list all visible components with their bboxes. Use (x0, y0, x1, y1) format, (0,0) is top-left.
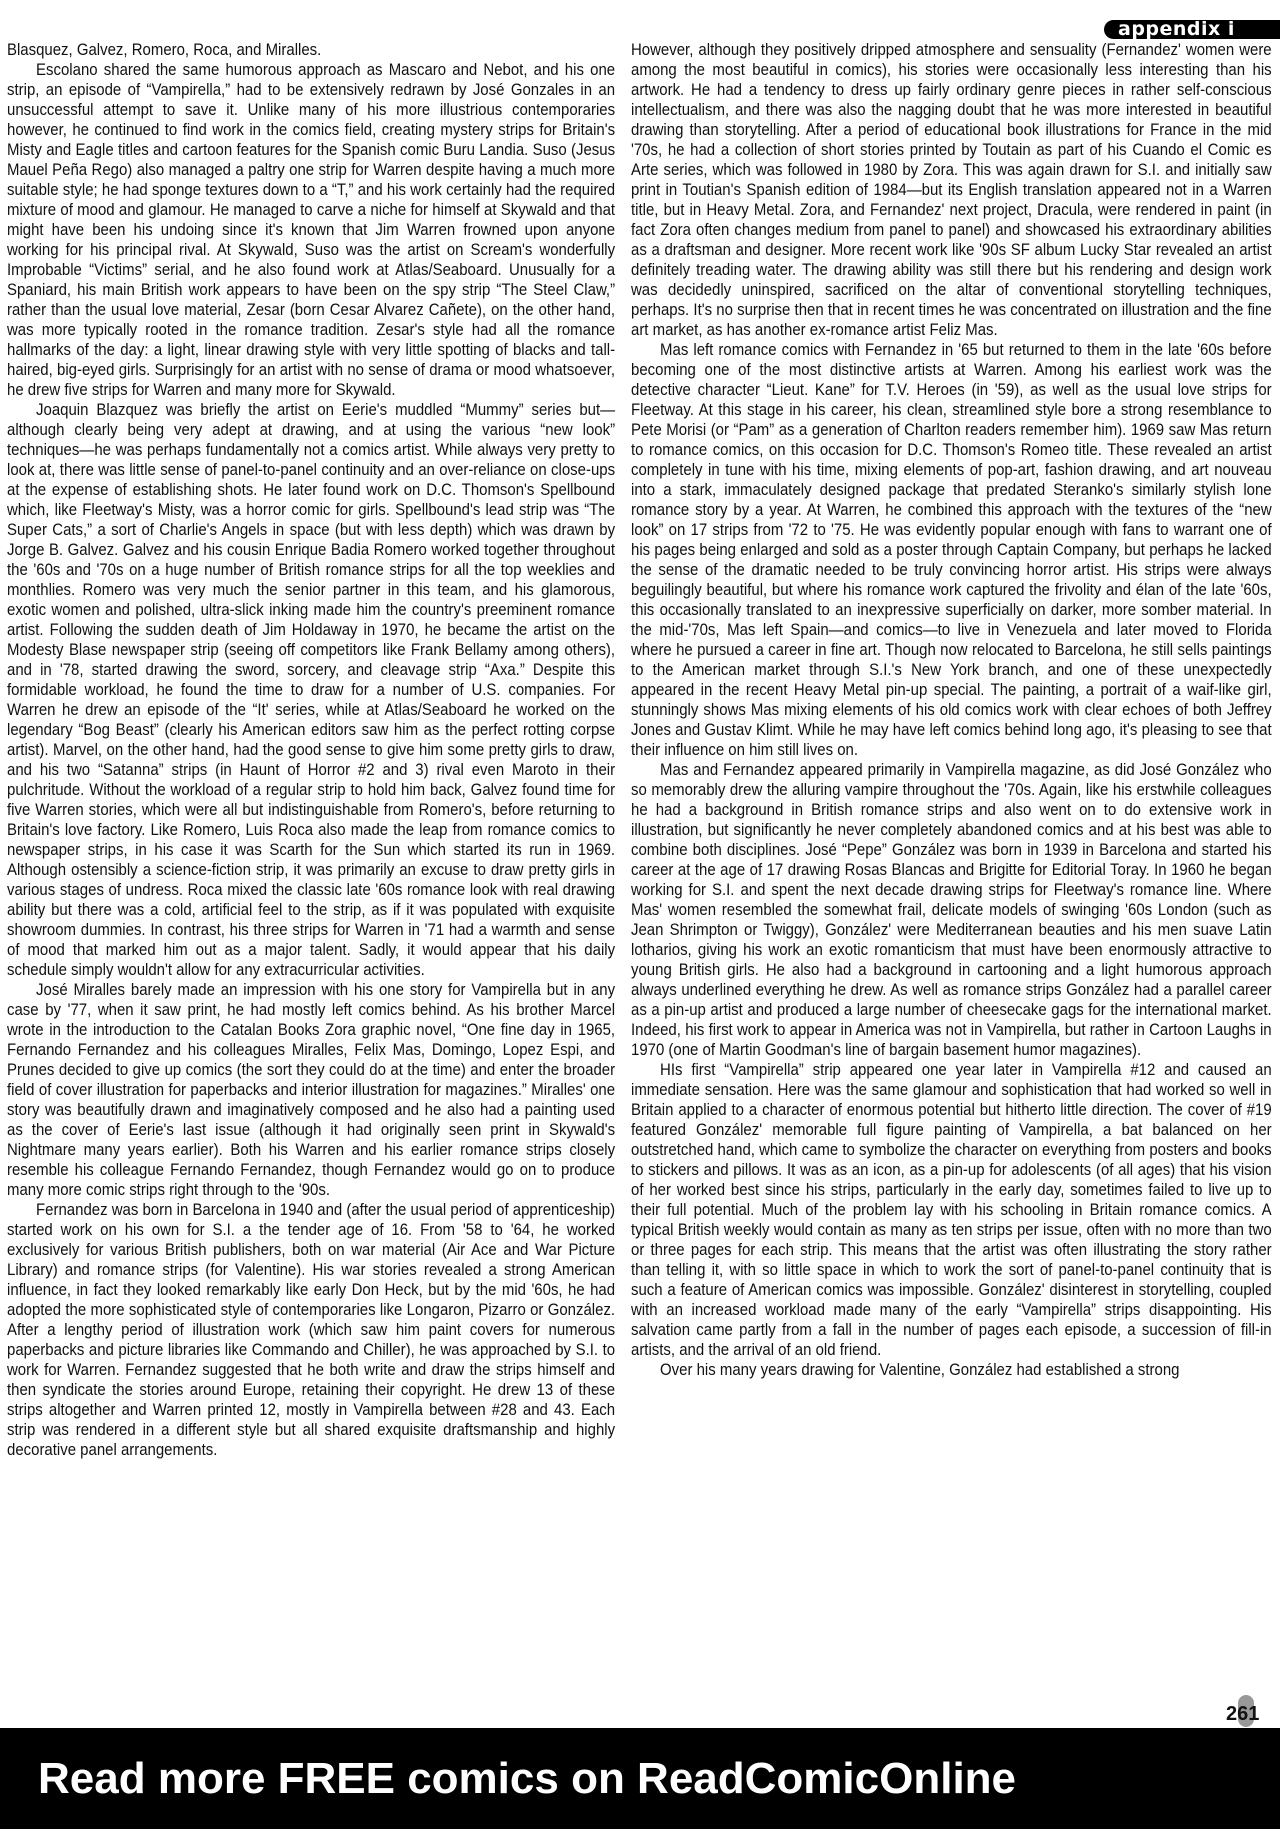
page-number-text: 261 (1226, 1703, 1260, 1725)
paragraph: Joaquin Blazquez was briefly the artist on Eerie's muddled “Mummy” series but—although clearly being very adept at drawing, and at using the various “new look” techniques—he was perhaps fundamentally not a comics artist. While always very pretty to look at, there was little sense of panel-to-panel continuity and an over-reliance on close-ups at the expense of establishing shots. He later found work on D.C. Thomson's Spellbound which, like Fleetway's Misty, was a horror comic for girls. Spellbound's lead strip was “The Super Cats,” a sort of Charlie's Angels in space (but with less depth) which was drawn by Jorge B. Galvez. Galvez and his cousin Enrique Badia Romero worked together throughout the '60s and '70s on a huge number of British romance strips for all the top weeklies and monthlies. Romero was very much the senior partner in this team, and his glamorous, exotic women and polished, ultra-slick inking made him the country's preeminent romance artist. Following the sudden death of Jim Holdaway in 1970, he became the artist on the Modesty Blase newspaper strip (seeing off competitors like Frank Bellamy among others), and in '78, started drawing the sword, sorcery, and cleavage strip “Axa.” Despite this formidable workload, he found the time to draw for a number of U.S. companies. For Warren he drew an episode of the “It' series, while at Atlas/Seaboard he worked on the legendary “Bog Beast” (clearly his American editors saw him as the perfect rotting corpse artist). Marvel, on the other hand, had the good sense to give him some pretty girls to draw, and his two “Satanna” strips (in Haunt of Horror #2 and 3) rival even Maroto in their pulchritude. Without the workload of a regular strip to hold him back, Galvez found time for five Warren stories, which were all but indistinguishable from Romero's, before returning to Britain's love factory. Like Romero, Luis Roca also made the leap from romance comics to newspaper strips, in his case it was Scarth for the Sun which started its run in 1969. Although ostensibly a science-fiction strip, it was primarily an excuse to draw pretty girls in various stages of undress. Roca mixed the classic late '60s romance look with real drawing ability but there was a cold, artificial feel to the strip, as if it was populated with exquisite showroom dummies. In contrast, his three strips for Warren in '71 had a warmth and sense of mood that marked him out as a major talent. Sadly, it would appear that his daily schedule simply wouldn't allow for any extracurricular activities. (7, 400, 616, 979)
paragraph: José Miralles barely made an impression with his one story for Vampirella but in any case by '77, when it saw print, he had mostly left comics behind. As his brother Marcel wrote in the introduction to the Catalan Books Zora graphic novel, “One fine day in 1965, Fernando Fernandez and his colleagues Miralles, Felix Mas, Domingo, Lopez Espi, and Prunes decided to give up comics (the sort they could do at the time) and enter the broader field of cover illustration for paperbacks and interior illustration for magazines.” Miralles' one story was beautifully drawn and imaginatively composed and he also had a painting used as the cover of Eerie's last issue (although it had originally seen print in Skywald's Nightmare many years earlier). Both his Warren and his earlier romance strips closely resemble his colleague Fernando Fernandez, though Fernandez would go on to produce many more comic strips right through to the '90s. (7, 980, 616, 1199)
left-text-column (7, 40, 615, 1460)
right-text-column (631, 40, 1272, 1380)
page-number (1226, 1703, 1266, 1727)
paragraph: HIs first “Vampirella” strip appeared one year later in Vampirella #12 and caused an immediate sensation. Here was the same glamour and sophistication that had worked so well in Britain applied to a character of enormous potential but hitherto little direction. The cover of #19 featured González' memorable full figure painting of Vampirella, a bat balanced on her outstretched hand, which came to symbolize the character on everything from posters and books to stickers and pillows. It was as an icon, as a pin-up for adolescents (of all ages) that his vision of her worked best since his strips, particularly in the early day, sometimes failed to live up to their full potential. Much of the problem lay with his schooling in Britain romance comics. A typical British weekly would contain as many as ten strips per issue, often with no more than two or three pages for each strip. This means that the artist was often illustrating the story rather than telling it, with so little space in which to work the sort of panel-to-panel continuity that is such a feature of American comics was impossible. González' disinterest in storytelling, coupled with an increased workload made many of the early “Vampirella” strips disappointing. His salvation came partly from a fall in the number of pages each episode, a succession of fill-in artists, and the arrival of an old friend. (631, 1060, 1272, 1359)
section-header-tab: appendix i (1104, 20, 1280, 39)
paragraph: Escolano shared the same humorous approach as Mascaro and Nebot, and his one strip, an episode of “Vampirella,” had to be extensively redrawn by José Gonzales in an unsuccessful attempt to save it. Unlike many of his more illustrious contemporaries however, he continued to find work in the comics field, creating mystery strips for Britain's Misty and Eagle titles and cartoon features for the Spanish comic Buru Landia. Suso (Jesus Mauel Peña Rego) also managed a paltry one strip for Warren despite having a much more suitable style; he had sponge textures down to a “T,” and his work certainly had the required mixture of mood and glamour. He managed to carve a niche for himself at Skywald and that might have been his undoing since it's known that Jim Warren frowned upon anyone working for his principal rival. At Skywald, Suso was the artist on Scream's wonderfully Improbable “Victims” serial, and he also found work at Atlas/Seaboard. Unusually for a Spaniard, his main British work appears to have been on the spy strip “The Steel Claw,” rather than the usual love material, Zesar (born Cesar Alvarez Cañete), on the other hand, was more typically rooted in the romance tradition. Zesar's style had all the romance hallmarks of the day: a light, linear drawing style with very little spotting of blacks and tall-haired, big-eyed girls. Surprisingly for an artist with no sense of drama or mood whatsoever, he drew five strips for Warren and many more for Skywald. (7, 60, 616, 399)
paragraph: Fernandez was born in Barcelona in 1940 and (after the usual period of apprenticeship) started work on his own for S.I. a the tender age of 16. From '58 to '64, he worked exclusively for various British publishers, both on war material (Air Ace and War Picture Library) and romance strips (for Valentine). His war stories revealed a strong American influence, in fact they looked remarkably like early Don Heck, but by the mid '60s, he had adopted the more sophisticated style of contemporaries like Longaron, Pizarro or González. After a lengthy period of illustration work (which saw him paint covers for numerous paperbacks and picture libraries like Commando and Chiller), he was approached by S.I. to work for Warren. Fernandez suggested that he both write and draw the strips himself and then syndicate the stories around Europe, retaining their copyright. He drew 13 of these strips altogether and Warren printed 12, mostly in Vampirella between #28 and 43. Each strip was rendered in a different style but all shared exquisite draftsmanship and highly decorative panel arrangements. (7, 1200, 616, 1459)
paragraph: However, although they positively dripped atmosphere and sensuality (Fernandez' women were among the most beautiful in comics), his stories were occasionally less interesting than his artwork. He had a tendency to dress up fairly ordinary genre pieces in rather self-conscious intellectualism, and there was also the nagging doubt that he was more interested in beautiful drawing than storytelling. After a period of educational book illustrations for France in the mid '70s, he had a collection of short stories printed by Toutain as part of his Cuando el Comic es Arte series, which was followed in 1980 by Zora. This was again drawn for S.I. and initially saw print in Toutian's Spanish edition of 1984—but its English translation appeared not in a Warren title, but in Heavy Metal. Zora, and Fernandez' next project, Dracula, were rendered in paint (in fact Zora often changes medium from panel to panel) and showcased his extraordinary abilities as a draftsman and designer. More recent work like '90s SF album Lucky Star revealed an artist definitely treading water. The drawing ability was still there but his rendering and design work was decidedly uninspired, sacrificed on the altar of conventional storytelling techniques, perhaps. It's no surprise then that in recent times he was concentrated on illustration and the fine art market, as has another ex-romance artist Feliz Mas. (631, 40, 1272, 339)
paragraph: Blasquez, Galvez, Romero, Roca, and Miralles. (7, 40, 322, 59)
paragraph: Over his many years drawing for Valentine, González had established a strong (660, 1360, 1180, 1379)
paragraph: Mas and Fernandez appeared primarily in Vampirella magazine, as did José González who so memorably drew the alluring vampire throughout the '70s. Again, like his erstwhile colleagues he had a background in British romance strips and also went on to do extensive work in illustration, but significantly he never completely abandoned comics and at his best was able to combine both disciplines. José “Pepe” González was born in 1939 in Barcelona and started his career at the age of 17 drawing Rosas Blancas and Brigitte for Editorial Toray. In 1960 he began working for S.I. and spent the next decade drawing strips for Fleetway's romance line. Where Mas' women resembled the somewhat frail, delicate models of swinging '60s London (such as Jean Shrimpton or Twiggy), González' were Mediterranean beauties and his men suave Latin lotharios, giving his work an exotic romanticism that must have been enormously attractive to young British girls. He also had a background in cartooning and a light humorous approach always underlined everything he drew. As well as romance strips González had a parallel career as a pin-up artist and produced a large number of cheesecake gags for the international market. Indeed, his first work to appear in America was not in Vampirella, but rather in Cartoon Laughs in 1970 (one of Martin Goodman's line of bargain basement humor magazines). (631, 760, 1272, 1059)
paragraph: Mas left romance comics with Fernandez in '65 but returned to them in the late '60s before becoming one of the most distinctive artists at Warren. Among his earliest work was the detective character “Lieut. Kane” for T.V. Heroes (in '59), as well as the usual love strips for Fleetway. At this stage in his career, his clean, streamlined style bore a strong resemblance to Pete Morisi (or “Pam” as a generation of Charlton readers remember him). 1969 saw Mas return to romance comics, on this occasion for D.C. Thomson's Romeo title. These revealed an artist completely in tune with his time, mixing elements of pop-art, fashion drawing, and art nouveau into a stark, immaculately designed package that predated Steranko's similarly stylish lone romance story by a year. At Warren, he combined this approach with the textures of the “new look” on 17 strips from '72 to '75. He was evidently popular enough with fans to warrant one of his pages being enlarged and sold as a poster through Captain Company, but perhaps he lacked the sense of the dramatic needed to be truly convincing horror artist. His strips were always beguilingly beautiful, but where his romance work captured the frivolity and élan of the late '60s, this occasionally translated to an inexpressive superficially on darker, more somber material. In the mid-'70s, Mas left Spain—and comics—to live in Venezuela and later moved to Florida where he pursued a career in fine art. Though now relocated to Barcelona, he still sells paintings to the American market through S.I.'s New York branch, and one of these unexpectedly appeared in the recent Heavy Metal pin-up special. The painting, a portrait of a waif-like girl, stunningly shows Mas mixing elements of his old comics work with clear echoes of both Jeffrey Jones and Gustav Klimt. While he may have left comics behind long ago, it's pleasing to see that their influence on him still lives on. (631, 340, 1272, 759)
promo-banner[interactable]: Read more FREE comics on ReadComicOnline (0, 1728, 1280, 1829)
